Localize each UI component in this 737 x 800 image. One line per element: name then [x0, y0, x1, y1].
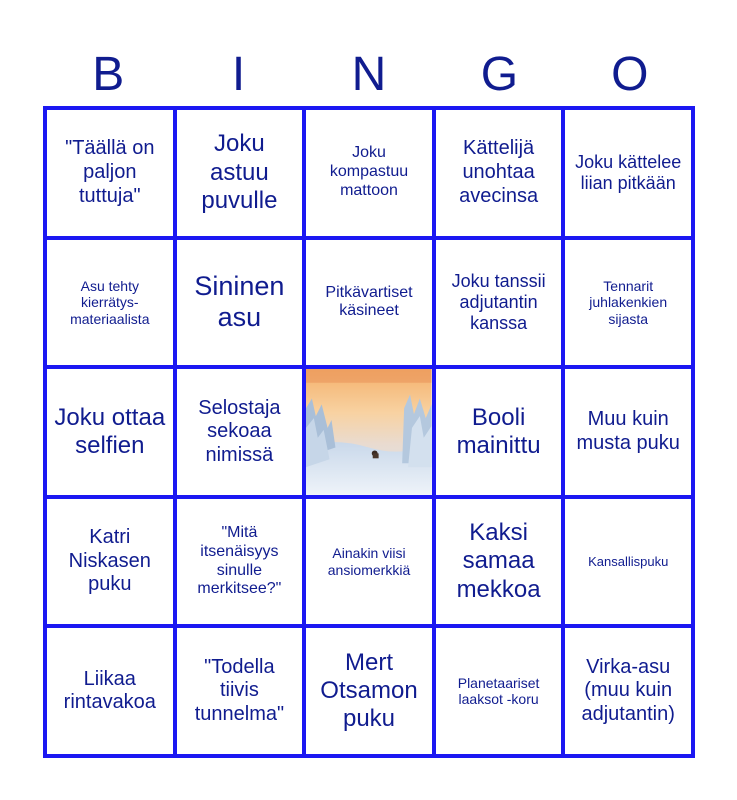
bingo-cell-text: "Täällä on paljon tuttuja": [65, 137, 155, 207]
bingo-cell[interactable]: [563, 108, 693, 238]
bingo-cell-text: Pitkävartiset käsineet: [325, 283, 413, 320]
bingo-cell-text: Joku kompastuu mattoon: [329, 144, 409, 200]
bingo-cell-text: Ainakin viisi ansiomerkkiä: [327, 545, 411, 578]
bingo-cell-text: Kansallispuku: [588, 553, 669, 569]
bingo-cell[interactable]: [45, 367, 175, 497]
bingo-cell[interactable]: [434, 238, 564, 368]
bingo-cell-text: "Mitä itsenäisyys sinulle merkitsee?": [197, 523, 282, 598]
bingo-cell[interactable]: [45, 238, 175, 368]
bingo-cell-text: Joku kättelee liian pitkään: [575, 151, 682, 193]
free-space-cell[interactable]: [304, 367, 434, 497]
bingo-cell[interactable]: [563, 238, 693, 368]
header-letter-n: N: [351, 47, 387, 101]
bingo-cell[interactable]: [434, 497, 564, 627]
bingo-cell-text: Katri Niskasen puku: [68, 526, 151, 596]
bingo-cell[interactable]: [45, 497, 175, 627]
bingo-cell[interactable]: [563, 626, 693, 756]
bingo-cell[interactable]: [563, 497, 693, 627]
bingo-cell-text: Kaksi samaa mekkoa: [456, 519, 541, 603]
bingo-cell-text: Selostaja sekoaa nimissä: [198, 396, 281, 466]
header-letter-g: G: [480, 47, 519, 101]
bingo-cell-text: Virka-asu (muu kuin adjutantin): [581, 655, 675, 725]
bingo-cell-text: Joku ottaa selfien: [54, 403, 166, 459]
bingo-cell[interactable]: [434, 626, 564, 756]
bingo-cell[interactable]: [304, 108, 434, 238]
bingo-header: [43, 42, 695, 106]
bingo-cell-text: Joku astuu puvulle: [201, 130, 278, 214]
bingo-cell-text: Planetaariset laaksot -koru: [457, 674, 540, 708]
bingo-cell[interactable]: [45, 108, 175, 238]
bingo-cell[interactable]: [175, 367, 305, 497]
bingo-cell[interactable]: [45, 626, 175, 756]
header-letter-o: O: [611, 47, 649, 101]
bingo-cell[interactable]: [563, 367, 693, 497]
bingo-cell-text: Muu kuin musta puku: [576, 408, 680, 454]
bingo-cell[interactable]: [434, 367, 564, 497]
bingo-cell[interactable]: [175, 626, 305, 756]
bingo-cell[interactable]: [175, 497, 305, 627]
bingo-cell-text: Liikaa rintavakoa: [63, 667, 156, 714]
bingo-cell-text: Sininen asu: [194, 270, 285, 333]
bingo-cell[interactable]: [434, 108, 564, 238]
bingo-cell-text: Asu tehty kierrätys-materiaalista: [70, 277, 150, 327]
bingo-cell[interactable]: [304, 238, 434, 368]
header-letter-b: B: [92, 47, 125, 101]
header-letter-i: I: [231, 47, 246, 101]
bingo-cell-text: Booli mainittu: [456, 403, 541, 459]
bingo-cell-text: Mert Otsamon puku: [320, 648, 418, 733]
bingo-cell[interactable]: [304, 626, 434, 756]
snowy-winter-landscape-image: [306, 369, 432, 495]
bingo-cell-text: Tennarit juhlakenkien sijasta: [589, 277, 668, 327]
bingo-cell-text: Joku tanssii adjutantin kanssa: [451, 270, 546, 333]
bingo-cell-text: "Todella tiivis tunnelma": [194, 655, 285, 725]
bingo-board: [43, 106, 695, 758]
bingo-cell-text: Kättelijä unohtaa avecinsa: [459, 137, 539, 207]
bingo-cell[interactable]: [175, 238, 305, 368]
bingo-cell[interactable]: [304, 497, 434, 627]
bingo-cell[interactable]: [175, 108, 305, 238]
